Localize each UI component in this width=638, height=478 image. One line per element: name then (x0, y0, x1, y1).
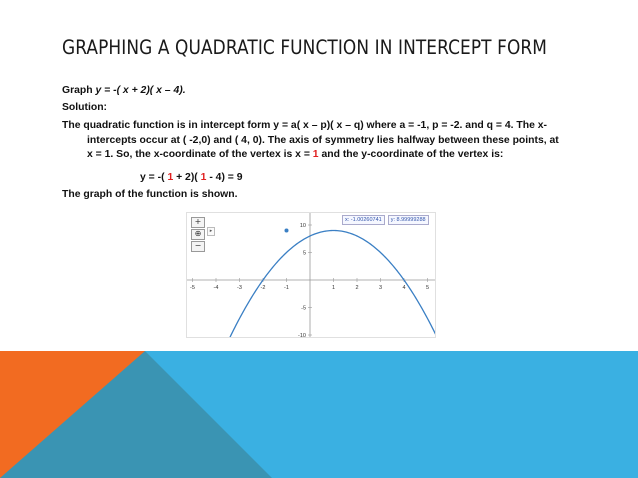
vertex-x-value: 1 (312, 149, 319, 160)
function-graph[interactable] (186, 212, 436, 338)
y-tick-label: 10 (299, 223, 306, 229)
pan-arrow-icon[interactable]: ▸ (207, 227, 215, 236)
x-tick-label: -3 (237, 285, 242, 291)
x-tick-label: 4 (402, 285, 406, 291)
y-tick-label: -10 (298, 333, 306, 337)
coord-y-readout: y: 8.99999288 (388, 215, 429, 225)
vertex-equation: y = -( 1 + 2)( 1 - 4) = 9 (140, 172, 243, 183)
x-tick-label: -1 (284, 285, 289, 291)
zoom-in-button[interactable]: + (191, 217, 205, 228)
slide-title: GRAPHING A QUADRATIC FUNCTION IN INTERCEPT FORM (62, 36, 548, 59)
y-tick-label: -5 (301, 305, 306, 312)
zoom-reset-button[interactable]: ⊕ (191, 229, 205, 240)
x-tick-label: -4 (213, 285, 219, 291)
y-tick-label: 5 (302, 250, 306, 257)
x-tick-label: -2 (260, 285, 266, 291)
problem-equation: y = -( x + 2)( x – 4). (95, 85, 186, 96)
x-tick-label: 2 (355, 285, 359, 291)
solution-label: Solution: (62, 102, 108, 113)
solution-paragraph: The quadratic function is in intercept form y = a( x – p)( x – q) where a = -1, p = -2. and q = 4. The x- intercepts occur at ( -2,0) and ( 4, 0). The axis of symmetry lies halfway between these points, at x = 1. So, the x-coordinate of the vertex is x = 1 and the y-coordinate of the vertex is: (62, 120, 559, 160)
x-tick-label: 1 (331, 285, 336, 291)
footer-decoration (0, 351, 638, 478)
coord-x-readout: x: -1.00260741 (342, 215, 385, 225)
parabola-curve (187, 231, 435, 338)
graph-canvas (187, 213, 435, 337)
x-tick-label: -5 (190, 285, 195, 291)
traced-point (285, 229, 289, 233)
zoom-out-button[interactable]: − (191, 241, 205, 252)
problem-statement: Graph y = -( x + 2)( x – 4). (62, 85, 186, 96)
closing-text: The graph of the function is shown. (62, 189, 238, 200)
x-tick-label: 3 (378, 285, 383, 291)
x-tick-label: 5 (425, 285, 430, 291)
coordinate-readout (342, 215, 429, 225)
